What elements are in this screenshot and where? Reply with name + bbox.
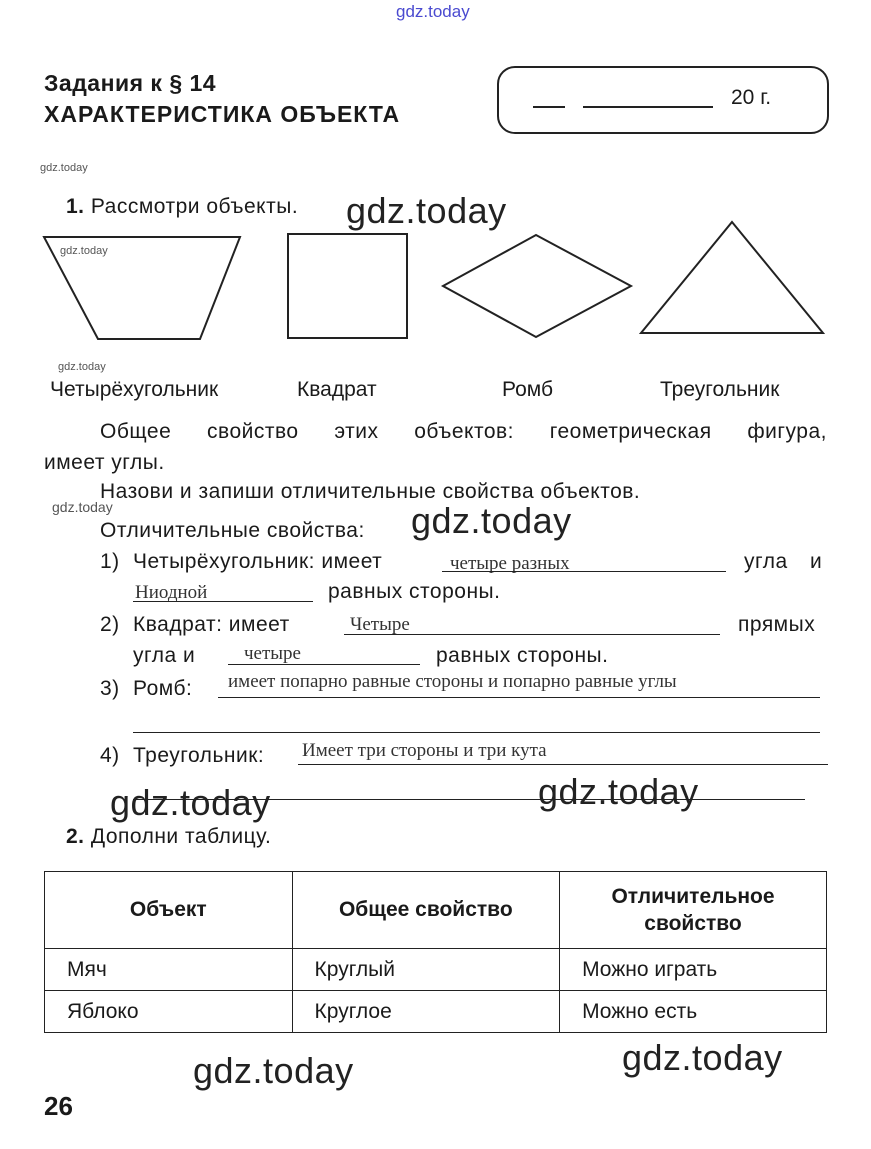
- item2-sides-line: [228, 664, 420, 665]
- square-shape: [288, 234, 407, 338]
- item4-answer-line: [298, 764, 828, 765]
- item1-answer-sides: Ниодной: [135, 582, 208, 603]
- watermark-big: gdz.today: [346, 190, 507, 231]
- page-number: 26: [44, 1091, 73, 1121]
- item4-extra-line: [133, 799, 805, 800]
- task2-number: 2.: [66, 825, 85, 848]
- item4-number: 4): [100, 744, 120, 767]
- page-title: ХАРАКТЕРИСТИКА ОБЪЕКТА: [44, 101, 401, 127]
- item2-answer-sides: четыре: [244, 643, 301, 664]
- table-cell: Круглое: [292, 991, 560, 1033]
- shape-label-rhombus: Ромб: [502, 378, 553, 401]
- table-cell: Можно есть: [560, 991, 827, 1033]
- shape-label-square: Квадрат: [297, 378, 377, 401]
- watermark-big: gdz.today: [622, 1037, 783, 1078]
- task2-prompt: Дополни таблицу.: [90, 825, 272, 848]
- item2-text: Квадрат: имеет: [133, 613, 290, 636]
- watermark-small: gdz.today: [60, 245, 108, 257]
- properties-table: [44, 871, 827, 1033]
- watermark-big: gdz.today: [538, 771, 699, 812]
- watermark-big: gdz.today: [193, 1050, 354, 1091]
- date-year: 20 г.: [731, 86, 772, 109]
- distinct-properties-label: Отличительные свойства:: [100, 519, 365, 542]
- item2-sides-text: равных стороны.: [436, 644, 609, 667]
- table-cell: Круглый: [292, 949, 560, 991]
- item1-text: Четырёхугольник: имеет: [133, 550, 383, 573]
- common-property-line2: имеет углы.: [44, 451, 165, 474]
- instruction-text: Назови и запиши отличительные свойства объектов.: [100, 480, 641, 503]
- shape-label-quadrilateral: Четырёхугольник: [50, 378, 219, 401]
- item1-number: 1): [100, 550, 120, 573]
- item4-answer: Имеет три стороны и три кута: [302, 740, 547, 761]
- table-row: [45, 991, 827, 1033]
- item3-answer: имеет попарно равные стороны и попарно равные углы: [228, 671, 677, 692]
- item3-text: Ромб:: [133, 677, 193, 700]
- item2-angle-and: угла и: [133, 644, 196, 667]
- item1-answer-line: [442, 571, 726, 572]
- watermark-small: gdz.today: [58, 361, 106, 373]
- table-cell: Яблоко: [45, 991, 293, 1033]
- item4-text: Треугольник:: [133, 744, 265, 767]
- item1-angles-word: угла: [744, 550, 788, 573]
- task1-prompt: Рассмотри объекты.: [90, 195, 299, 218]
- table-header-distinct: Отличительное свойство: [560, 872, 827, 949]
- watermark-small: gdz.today: [40, 162, 88, 174]
- rhombus-shape: [443, 235, 631, 337]
- table-header-row: [45, 872, 827, 949]
- watermark-small: gdz.today: [52, 499, 113, 515]
- item1-answer-angles: четыре разных: [450, 553, 570, 574]
- item3-number: 3): [100, 677, 120, 700]
- watermark-top: gdz.today: [396, 2, 470, 21]
- item1-sides-line: [133, 601, 313, 602]
- table-cell: Мяч: [45, 949, 293, 991]
- task1-number: 1.: [66, 195, 85, 218]
- table-row: [45, 949, 827, 991]
- item3-answer-line: [218, 697, 820, 698]
- item2-number: 2): [100, 613, 120, 636]
- table-header-common: Общее свойство: [292, 872, 560, 949]
- item2-answer-line: [344, 634, 720, 635]
- triangle-shape: [641, 222, 823, 333]
- shape-label-triangle: Треугольник: [660, 378, 780, 401]
- item1-and-word: и: [810, 550, 823, 573]
- item2-right-word: прямых: [738, 613, 816, 636]
- common-property-line1: Общее свойство этих объектов: геометрическая фигура,: [100, 420, 827, 443]
- watermark-big: gdz.today: [411, 500, 572, 541]
- item3-extra-line: [133, 732, 820, 733]
- item2-answer-angles: Четыре: [350, 614, 410, 635]
- table-cell: Можно играть: [560, 949, 827, 991]
- item1-sides-text: равных стороны.: [328, 580, 501, 603]
- trapezoid-shape: [44, 237, 240, 339]
- table-header-object: Объект: [45, 872, 293, 949]
- section-heading: Задания к § 14: [44, 70, 217, 96]
- watermark-big: gdz.today: [110, 782, 271, 823]
